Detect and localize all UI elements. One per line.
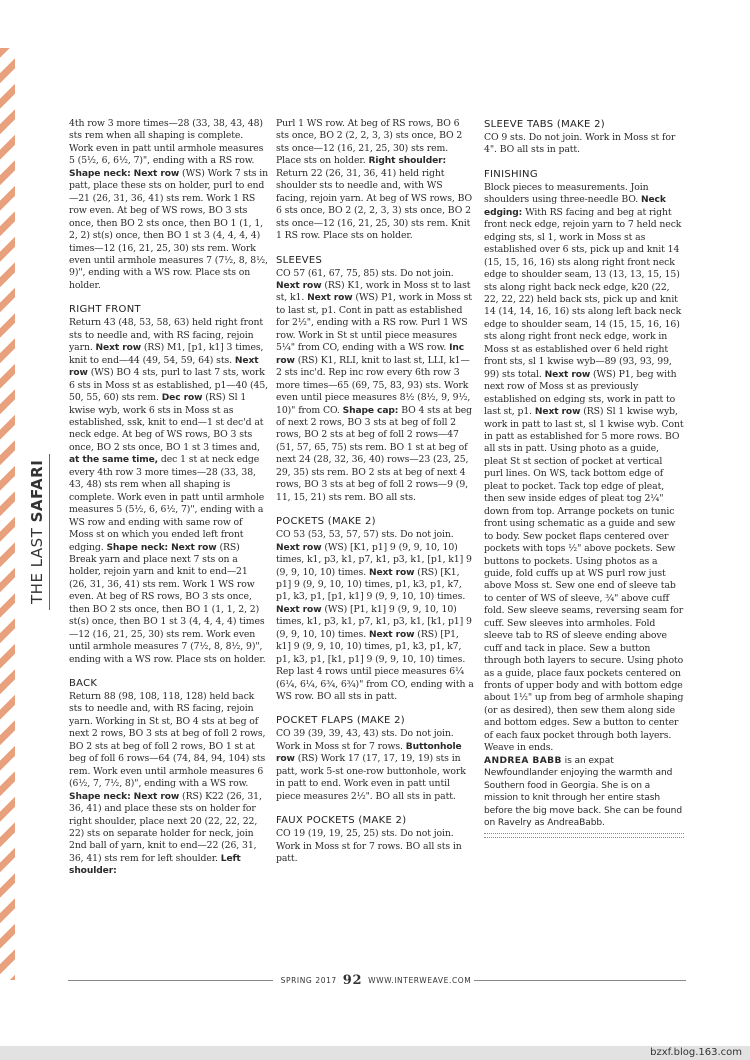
heading-finishing: FINISHING xyxy=(484,168,538,180)
heading-sleeve-tabs: SLEEVE TABS (MAKE 2) xyxy=(484,119,605,130)
footer-rule-left xyxy=(68,980,273,981)
heading-faux-pockets: FAUX POCKETS (MAKE 2) xyxy=(276,815,407,827)
dotted-rule xyxy=(484,833,684,835)
footer-site: WWW.INTERWEAVE.COM xyxy=(368,976,472,985)
author-bio: ANDREA BABB is an expat Newfoundlander enjoying the warmth and Southern food in Georgia. She is on a mission to knit through her entire stash before the big move back. She can be found on Ravelry as AndreaBabb. xyxy=(484,755,682,829)
dotted-rule xyxy=(484,837,684,839)
heading-sleeves: SLEEVES xyxy=(276,254,323,266)
paragraph: Purl 1 WS row. At beg of RS rows, BO 6 sts once, BO 2 (2, 2, 3, 3) sts once, BO 2 sts once—12 (16, 21, 25, 30) sts rem. Place sts on holder. Right shoulder: Return 22 (26, 31, 36, 41) held right shoulder sts to needle and, with WS facing, rejoin yarn. At beg of WS rows, BO 6 sts once, BO 2 (2, 2, 3, 3) sts once, BO 2 sts once—12 (16, 21, 25, 30) sts rem. Knit 1 RS row. Place sts on holder. xyxy=(276,118,473,242)
heading-right-front: RIGHT FRONT xyxy=(69,304,141,316)
paragraph: Block pieces to measurements. Join shoulders using three-needle BO. Neck edging: With RS facing and beg at right front neck edge, rejoin yarn to 7 held neck edging sts, sl 1, work in Moss st as established over 6 sts, pick up and knit 14 (15, 15, 16, 16) sts along right front neck edge to shoulder seam, 13 (13, 13, 15, 15) sts along right back neck edge, k20 (22, 22, 22, 22) held back sts, pick up and knit 14 (14, 14, 16, 16) sts along left back neck edge to shoulder seam, 14 (15, 15, 16, 16) sts along right front neck edge, work in Moss st as established over 6 held right front sts, sl 1 kwise wyb—89 (93, 93, 99, 99) sts total. Next row (WS) P1, beg with next row of Moss st as previously established on edging sts, work in patt to last st, p1. Next row (RS) Sl 1 kwise wyb, work in patt to last st, sl 1 kwise wyb. Cont in patt as established for 5 more rows. BO all sts in patt. Using photo as a guide, pleat St st section of pocket at vertical purl lines. On WS, tack bottom edge of pleat to pocket. Tack top edge of pleat, then sew inside edges of pleat tog 2¼" down from top. Arrange pockets on tunic front using schematic as a guide and sew to body. Sew pocket flaps centered over pockets with tops ½" above pockets. Sew buttons to pockets. Using photos as a guide, fold cuffs up at WS purl row just above Moss st. Sew one end of sleeve tab to center of WS of sleeve, ¾" above cuff fold. Sew sleeve seams, reversing seam for cuff. Sew sleeves into armholes. Fold sleeve tab to RS of sleeve ending above cuff and tack in place. Sew a button through both layers to secure. Using photo as a guide, place faux pockets centered on fronts of upper body and with bottom edge about 1½" up from beg of armhole shaping (or as desired), then sew them along side and bottom edges. Sew a button to center of each faux pocket through both layers. Weave in ends. xyxy=(484,181,684,754)
section-side-label xyxy=(6,440,46,610)
heading-pockets: POCKETS (MAKE 2) xyxy=(276,516,376,528)
column-middle xyxy=(276,118,474,866)
column-left xyxy=(69,118,268,878)
paragraph: CO 19 (19, 19, 25, 25) sts. Do not join. Work in Moss st for 7 rows. BO all sts in patt. xyxy=(276,828,462,865)
paragraph: 4th row 3 more times—28 (33, 38, 43, 48) sts rem when all shaping is complete. Work even in patt until armhole measures 5 (5½, 6, 6½, 7)", ending with a RS row. Shape neck: Next row (WS) Work 7 sts in patt, place these sts on holder, purl to end—21 (26, 31, 36, 41) sts rem. Work 1 RS row even. At beg of WS rows, BO 3 sts once, then BO 2 sts once, then BO 1 (1, 1, 2, 2) st(s) once, then BO 1 st 3 (4, 4, 4, 4) times—12 (16, 21, 25, 30) sts rem. Work even until armhole measures 7 (7½, 8, 8½, 9)", ending with a WS row. Place sts on holder. xyxy=(69,118,268,291)
watermark-text: bzxf.blog.163.com xyxy=(650,1047,742,1058)
footer-season: SPRING 2017 xyxy=(280,976,337,985)
watermark-bar xyxy=(0,1046,750,1060)
page-number: 92 xyxy=(342,973,363,988)
paragraph: Return 88 (98, 108, 118, 128) held back sts to needle and, with RS facing, rejoin yarn. Working in St st, BO 4 sts at beg of next 2 rows, BO 3 sts at beg of foll 2 rows, BO 2 sts at beg of foll 2 rows, BO 1 st at beg of foll 6 rows—64 (74, 84, 94, 104) sts rem. Work even until armhole measures 6 (6½, 7, 7½, 8)", ending with a WS row. Shape neck: Next row (RS) K22 (26, 31, 36, 41) and place these sts on holder for right shoulder, place next 20 (22, 22, 22, 22) sts on separate holder for neck, join 2nd ball of yarn, knit to end—22 (26, 31, 36, 41) sts rem for left shoulder. Left shoulder: xyxy=(69,691,266,877)
paragraph: CO 39 (39, 39, 43, 43) sts. Do not join. Work in Moss st for 7 rows. Buttonhole row (RS) Work 17 (17, 17, 19, 19) sts in patt, work 5-st one-row buttonhole, work in patt to end. Work even in patt until piece measures 2½". BO all sts in patt. xyxy=(276,728,466,802)
side-label-thin: THE LAST xyxy=(28,522,46,604)
heading-pocket-flaps: POCKET FLAPS (MAKE 2) xyxy=(276,715,405,727)
paragraph: CO 9 sts. Do not join. Work in Moss st for 4". BO all sts in patt. xyxy=(484,132,676,156)
side-label-bold: SAFARI xyxy=(28,459,46,523)
footer-rule-right xyxy=(474,980,686,981)
author-name: ANDREA BABB xyxy=(484,755,562,766)
paragraph: CO 53 (53, 53, 57, 57) sts. Do not join. Next row (WS) [K1, p1] 9 (9, 9, 10, 10) times, k1, p3, k1, p7, k1, p3, k1, [p1, k1] 9 (9, 9, 10, 10) times. Next row (RS) [K1, p1] 9 (9, 9, 10, 10) times, p1, k3, p1, k7, p1, k3, p1, [p1, k1] 9 (9, 9, 10, 10) times. Next row (WS) [P1, k1] 9 (9, 9, 10, 10) times, k1, p3, k1, p7, k1, p3, k1, [k1, p1] 9 (9, 9, 10, 10) times. Next row (RS) [P1, k1] 9 (9, 9, 10, 10) times, p1, k3, p1, k7, p1, k3, p1, [k1, p1] 9 (9, 9, 10, 10) times. Rep last 4 rows until piece measures 6¼ (6¼, 6¼, 6¾, 6¾)" from CO, ending with a WS row. BO all sts in patt. xyxy=(276,529,474,703)
paragraph: CO 57 (61, 67, 75, 85) sts. Do not join. Next row (RS) K1, work in Moss st to last st, k1. Next row (WS) P1, work in Moss st to last st, p1. Cont in patt as established for 2½", ending with a RS row. Purl 1 WS row. Work in St st until piece measures 5¼" from CO, ending with a WS row. Inc row (RS) K1, RLI, knit to last st, LLI, k1—2 sts inc'd. Rep inc row every 6th row 3 more times—65 (69, 75, 83, 93) sts. Work even until piece measures 8½ (8½, 9, 9½, 10)" from CO. Shape cap: BO 4 sts at beg of next 2 rows, BO 3 sts at beg of foll 2 rows, BO 2 sts at beg of foll 2 rows—47 (51, 57, 65, 75) sts rem. BO 1 st at beg of next 24 (28, 32, 36, 40) rows—23 (23, 25, 29, 35) sts rem. BO 2 sts at beg of next 4 rows, BO 3 sts at beg of foll 2 rows—9 (9, 11, 15, 21) sts rem. BO all sts. xyxy=(276,267,473,503)
column-right xyxy=(484,118,684,839)
heading-back: BACK xyxy=(69,678,98,690)
page-footer xyxy=(280,973,472,988)
paragraph: Return 43 (48, 53, 58, 63) held right front sts to needle and, with RS facing, rejoin yarn. Next row (RS) M1, [p1, k1] 3 times, knit to end—44 (49, 54, 59, 64) sts. Next row (WS) BO 4 sts, purl to last 7 sts, work 6 sts in Moss st as established, p1—40 (45, 50, 55, 60) sts rem. Dec row (RS) Sl 1 kwise wyb, work 6 sts in Moss st as established, ssk, knit to end—1 st dec'd at neck edge. At beg of WS rows, BO 3 sts once, BO 2 sts once, BO 1 st 3 times and, at the same time, dec 1 st at neck edge every 4th row 3 more times—28 (33, 38, 43, 48) sts rem when all shaping is complete. Work even in patt until armhole measures 5 (5½, 6, 6½, 7)", ending with a WS row and ending with same row of Moss st on which you ended left front edging. Shape neck: Next row (RS) Break yarn and place next 7 sts on a holder, rejoin yarn and knit to end—21 (26, 31, 36, 41) sts rem. Work 1 WS row even. At beg of RS rows, BO 3 sts once, then BO 2 sts once, then BO 1 (1, 1, 2, 2) st(s) once, then BO 1 st 3 (4, 4, 4, 4) times—12 (16, 21, 25, 30) sts rem. Work even until armhole measures 7 (7½, 8, 8½, 9)", ending with a WS row. Place sts on holder. xyxy=(69,317,268,665)
